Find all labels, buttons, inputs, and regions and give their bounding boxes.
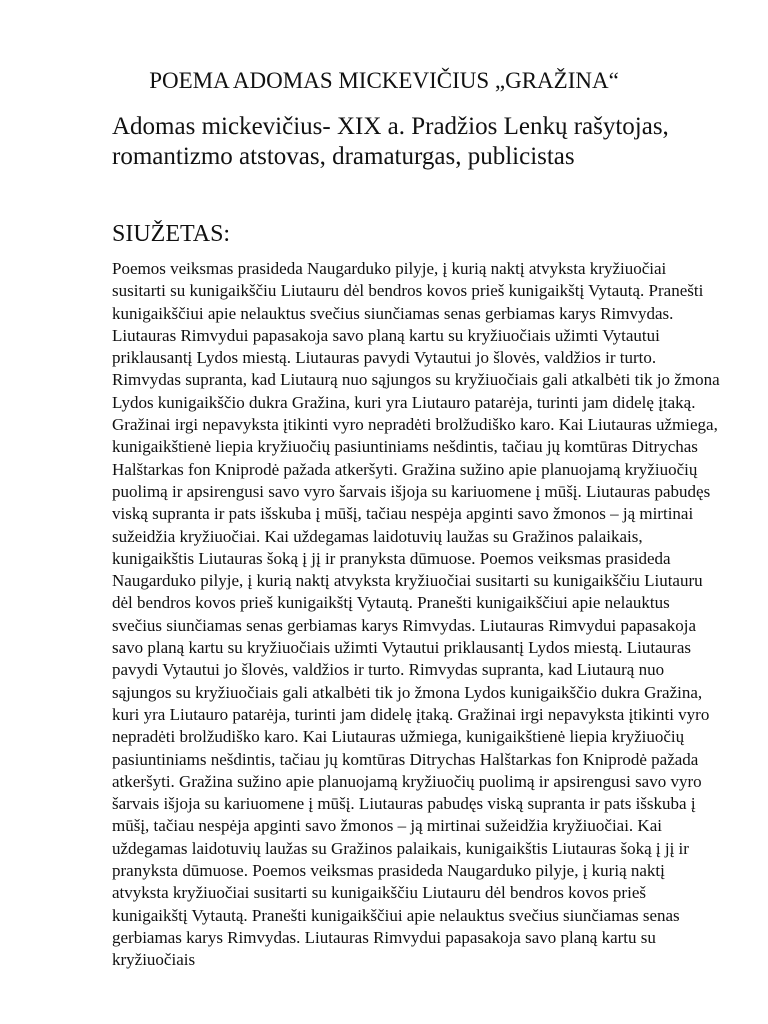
document-title: POEMA ADOMAS MICKEVIČIUS „GRAŽINA“ <box>149 68 619 93</box>
body-paragraph: Poemos veiksmas prasideda Naugarduko pilyje, į kurią naktį atvyksta kryžiuočiai susitarti su kunigaikščiu Liutauru dėl bendros kovos prieš kunigaikštį Vytautą. Pranešti kunigaikščiui apie nelauktus svečius siunčiamas senas gerbiamas karys Rimvydas. Liutauras Rimvydui papasakoja savo planą kartu su kryžiuočiais užimti Vytautui priklausantį Lydos miestą. Liutauras pavydi Vytautui jo šlovės, valdžios ir turto. Rimvydas supranta, kad Liutaurą nuo sąjungos su kryžiuočiais gali atkalbėti tik jo žmona Lydos kunigaikščio dukra Gražina, kuri yra Liutauro patarėja, turinti jam didelę įtaką. Gražinai irgi nepavyksta įtikinti vyro nepradėti brolžudiško karo. Kai Liutauras užmiega, kunigaikštienė liepia kryžiuočių pasiuntiniams nešdintis, tačiau jų komtūras Ditrychas Halštarkas fon Kniprodė pažada atkeršyti. Gražina sužino apie planuojamą kryžiuočių puolimą ir apsirengusi savo vyro šarvais išjoja su kariuomene į mūšį. Liutauras pabudęs viską supranta ir pats išskuba į mūšį, tačiau nespėja apginti savo žmonos – ją mirtinai sužeidžia kryžiuočiai. Kai uždegamas laidotuvių laužas su Gražinos palaikais, kunigaikštis Liutauras šoką į jį ir pranyksta dūmuose. Poemos veiksmas prasideda Naugarduko pilyje, į kurią naktį atvyksta kryžiuočiai susitarti su kunigaikščiu Liutauru dėl bendros kovos prieš kunigaikštį Vytautą. Pranešti kunigaikščiui apie nelauktus svečius siunčiamas senas gerbiamas karys Rimvydas. Liutauras Rimvydui papasakoja savo planą kartu su kryžiuočiais užimti Vytautui priklausantį Lydos miestą. Liutauras pavydi Vytautui jo šlovės, valdžios ir turto. Rimvydas supranta, kad Liutaurą nuo sąjungos su kryžiuočiais gali atkalbėti tik jo žmona Lydos kunigaikščio dukra Gražina, kuri yra Liutauro patarėja, turinti jam didelę įtaką. Gražinai irgi nepavyksta įtikinti vyro nepradėti brolžudiško karo. Kai Liutauras užmiega, kunigaikštienė liepia kryžiuočių pasiuntiniams nešdintis, tačiau jų komtūras Ditrychas Halštarkas fon Kniprodė pažada atkeršyti. Gražina sužino apie planuojamą kryžiuočių puolimą ir apsirengusi savo vyro šarvais išjoja su kariuomene į mūšį. Liutauras pabudęs viską supranta ir pats išskuba į mūšį, tačiau nespėja apginti savo žmonos – ją mirtinai sužeidžia kryžiuočiai. Kai uždegamas laidotuvių laužas su Gražinos palaikais, kunigaikštis Liutauras šoką į jį ir pranyksta dūmuose. Poemos veiksmas prasideda Naugarduko pilyje, į kurią naktį atvyksta kryžiuočiai susitarti su kunigaikščiu Liutauru dėl bendros kovos prieš kunigaikštį Vytautą. Pranešti kunigaikščiui apie nelauktus svečius siunčiamas senas gerbiamas karys Rimvydas. Liutauras Rimvydui papasakoja savo planą kartu su kryžiuočiais <box>112 259 720 970</box>
section-heading: SIUŽETAS: <box>112 221 231 247</box>
author-description: Adomas mickevičius- XIX a. Pradžios Lenkų rašytojas, romantizmo atstovas, dramaturgas, publicistas <box>112 113 669 170</box>
